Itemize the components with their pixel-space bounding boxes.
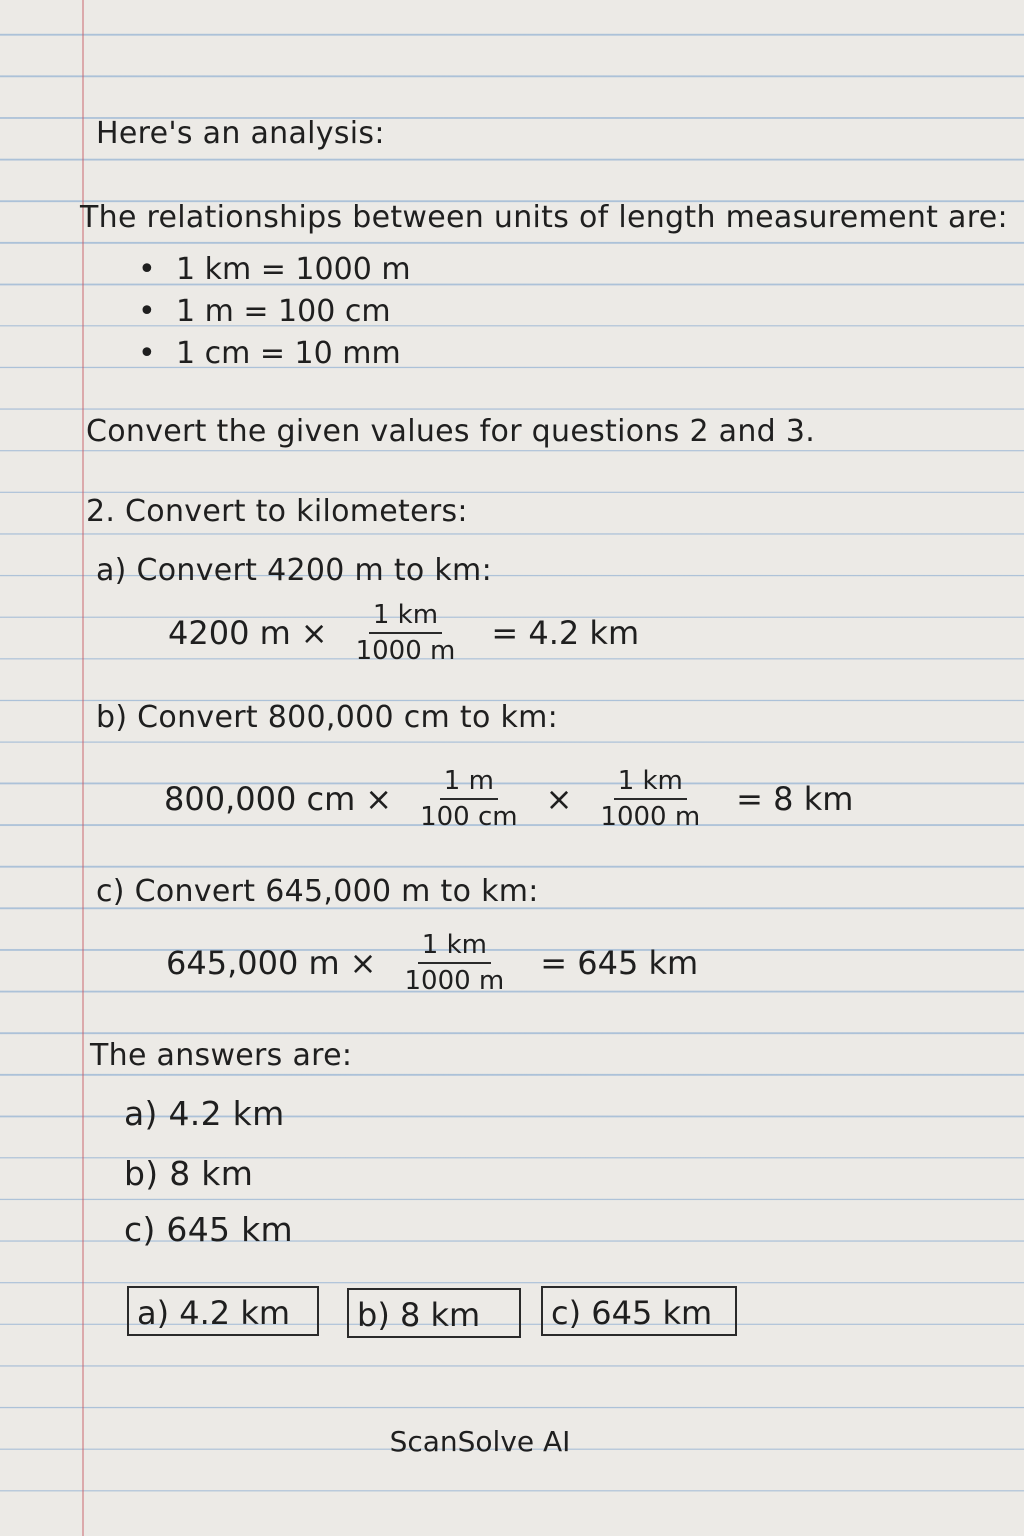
bullet-icon: •: [138, 336, 156, 371]
intro-text: Here's an analysis:: [96, 116, 385, 151]
part-a-equation: [168, 600, 639, 666]
footer-brand: ScanSolve AI: [389, 1425, 571, 1458]
part-a-fraction: [352, 600, 460, 666]
relation-item: • 1 m = 100 cm: [138, 294, 391, 329]
part-b-fraction-2: [596, 766, 704, 832]
answer-item: a) 4.2 km: [124, 1094, 285, 1133]
times-sign: ×: [545, 780, 573, 818]
part-c-label: c) Convert 645,000 m to km:: [96, 874, 539, 909]
fraction-numerator: 1 m: [440, 766, 498, 800]
part-a-lhs: 4200 m: [168, 614, 291, 652]
part-c-result: = 645 km: [540, 944, 699, 982]
fraction-denominator: 1000 m: [404, 966, 505, 996]
boxed-answer-b: b) 8 km: [347, 1288, 521, 1338]
part-c-equation: [166, 930, 698, 996]
part-b-lhs: 800,000 cm: [164, 780, 356, 818]
fraction-numerator: 1 km: [369, 600, 442, 634]
boxed-answer-c: c) 645 km: [541, 1286, 737, 1336]
part-b-fraction-1: [416, 766, 522, 832]
part-c-fraction: [400, 930, 508, 996]
answer-item: c) 645 km: [124, 1210, 293, 1249]
fraction-numerator: 1 km: [418, 930, 491, 964]
part-b-result: = 8 km: [736, 780, 854, 818]
fraction-denominator: 1000 m: [355, 636, 456, 666]
times-sign: ×: [365, 780, 393, 818]
part-a-result: = 4.2 km: [491, 614, 640, 652]
times-sign: ×: [300, 614, 328, 652]
times-sign: ×: [349, 944, 377, 982]
part-a-label: a) Convert 4200 m to km:: [96, 553, 492, 588]
part-c-lhs: 645,000 m: [166, 944, 340, 982]
part-b-label: b) Convert 800,000 cm to km:: [96, 700, 559, 735]
bullet-icon: •: [138, 252, 156, 287]
instruction-text: Convert the given values for questions 2 and 3.: [86, 414, 816, 449]
fraction-denominator: 1000 m: [600, 802, 701, 832]
bullet-icon: •: [138, 294, 156, 329]
relations-heading: The relationships between units of length measurement are:: [80, 200, 1008, 235]
answers-heading: The answers are:: [90, 1038, 353, 1073]
answer-item: b) 8 km: [124, 1154, 254, 1193]
question-2-heading: 2. Convert to kilometers:: [86, 494, 468, 529]
relation-item: • 1 km = 1000 m: [138, 252, 411, 287]
relation-item: • 1 cm = 10 mm: [138, 336, 401, 371]
boxed-answer-a: a) 4.2 km: [127, 1286, 319, 1336]
fraction-denominator: 100 cm: [420, 802, 518, 832]
fraction-numerator: 1 km: [614, 766, 687, 800]
part-b-equation: [164, 766, 853, 832]
